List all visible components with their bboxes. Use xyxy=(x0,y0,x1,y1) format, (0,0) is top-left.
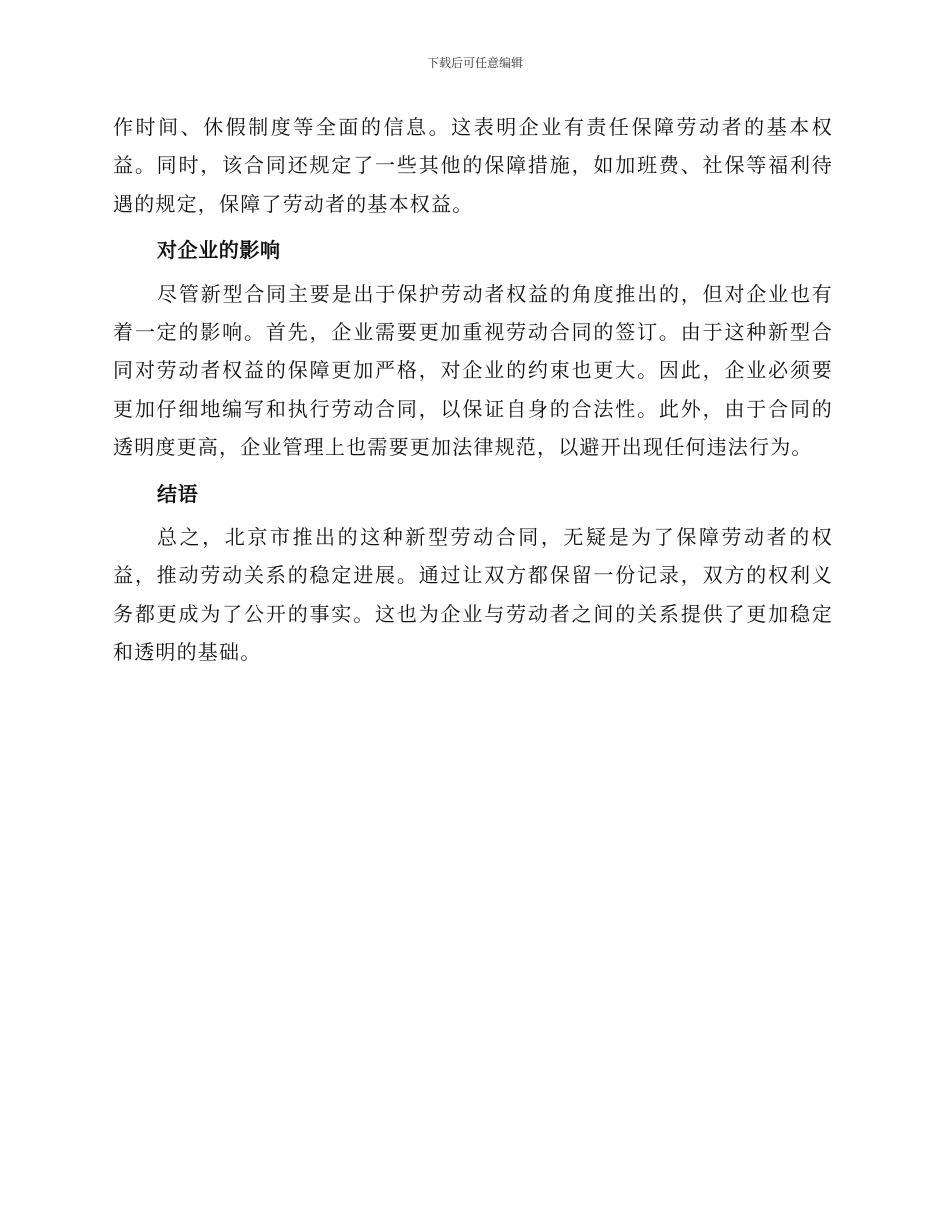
section-heading-conclusion: 结语 xyxy=(157,481,199,506)
conclusion-paragraph: 总之，北京市推出的这种新型劳动合同，无疑是为了保障劳动者的权益，推动劳动关系的稳定进展。通过让双方都保留一份记录，双方的权利义务都更成为了公开的事实。这也为企业与劳动者之间的关系提供了更加稳定和透明的基础。 xyxy=(113,525,833,665)
document-body xyxy=(113,108,833,672)
page-header: 下载后可任意编辑 xyxy=(426,56,523,70)
impact-paragraph: 尽管新型合同主要是出于保护劳动者权益的角度推出的，但对企业也有着一定的影响。首先，企业需要更加重视劳动合同的签订。由于这种新型合同对劳动者权益的保障更加严格，对企业的约束也更大。因此，企业必须要更加仔细地编写和执行劳动合同，以保证自身的合法性。此外，由于合同的透明度更高，企业管理上也需要更加法律规范，以避开出现任何违法行为。 xyxy=(113,281,833,460)
intro-paragraph: 作时间、休假制度等全面的信息。这表明企业有责任保障劳动者的基本权益。同时，该合同还规定了一些其他的保障措施，如加班费、社保等福利待遇的规定，保障了劳动者的基本权益。 xyxy=(113,115,833,216)
section-heading-impact: 对企业的影响 xyxy=(157,238,281,263)
